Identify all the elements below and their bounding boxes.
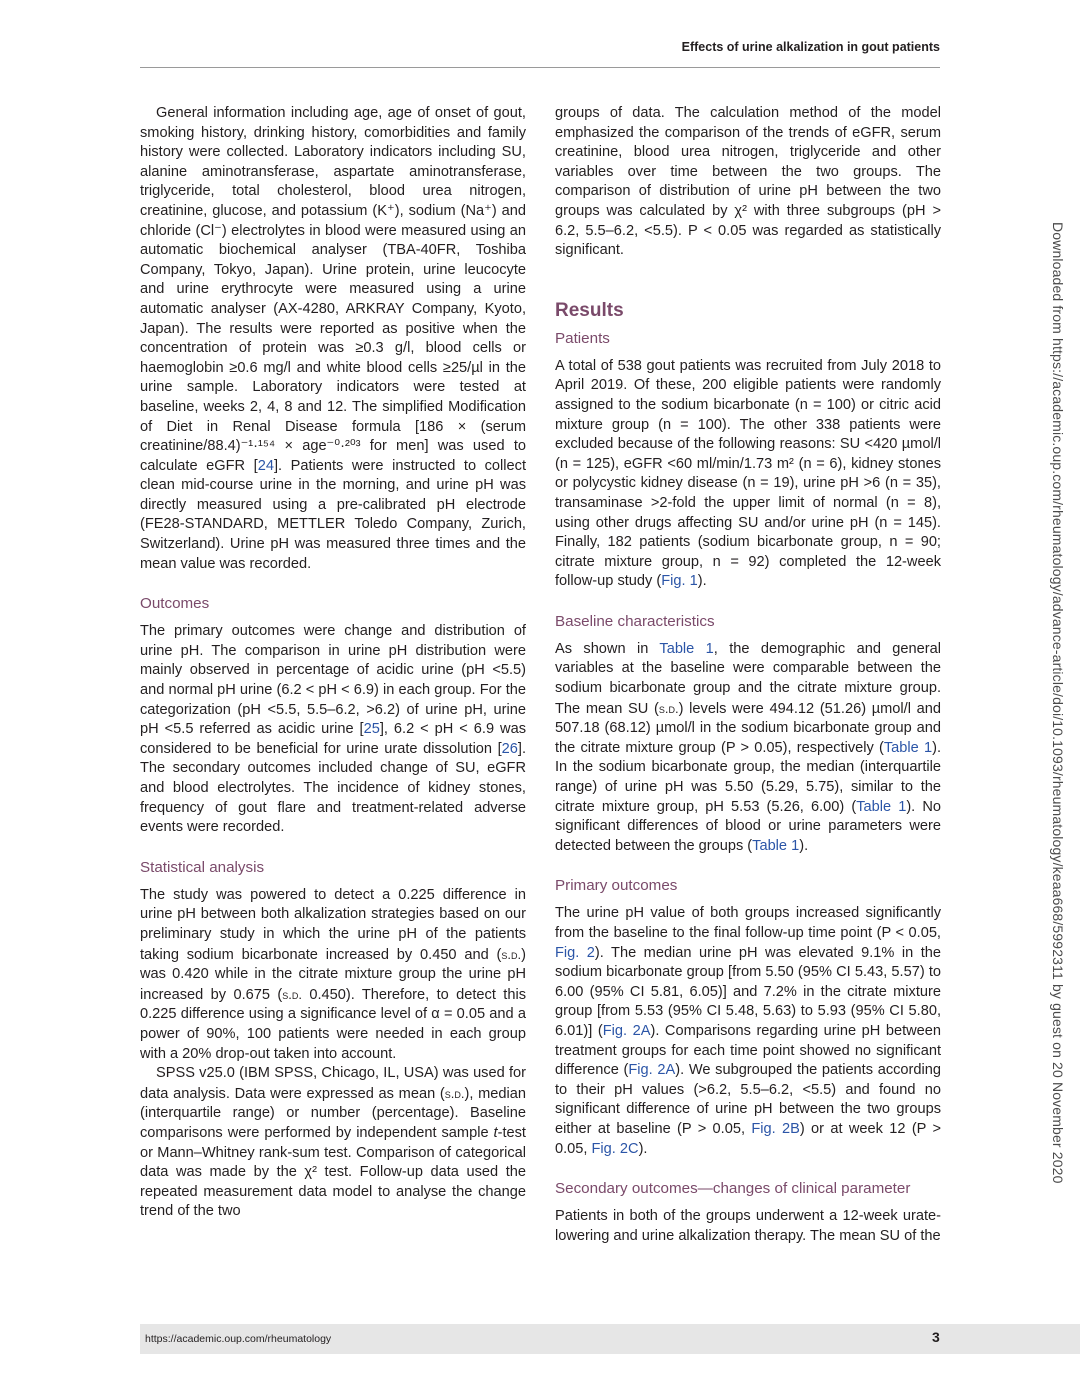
reference-link-26[interactable]: 26 bbox=[501, 740, 518, 757]
text-run: ) was 0.420 while in the citrate mixture group the urine pH increased by 0.675 ( bbox=[140, 946, 526, 1003]
text-run: ) levels were 494.12 (51.26) µmol/l and 507.18 (68.12) µmol/l in the sodium bicarbonate group and the citrate mixture group (P > 0.05), respectively ( bbox=[555, 700, 942, 756]
primary-outcomes-heading: Primary outcomes bbox=[555, 877, 678, 895]
text-run: ). We subgrouped the patients according to their pH values (>6.2, 5.5–6.2, <5.5) and found no significant difference of urine pH between the two groups either at baseline (P > 0.05, bbox=[555, 1062, 941, 1137]
text-run: The study was powered to detect a 0.225 difference in urine pH between both alkalization strategies based on our preliminary study in which the urine pH of the patients taking sodium bicarbonate increased by 0.450 and ( bbox=[140, 886, 526, 963]
table-link-table1[interactable]: Table 1 bbox=[752, 837, 800, 854]
figure-link-fig2a[interactable]: Fig. 2A bbox=[602, 1022, 651, 1039]
paragraph-outcomes bbox=[140, 622, 526, 838]
sd-abbrev: s.d. bbox=[658, 700, 679, 716]
text-run: ). bbox=[638, 1140, 648, 1157]
text-run: ]. Patients were instructed to collect clean mid-course urine in the morning, and urine pH was directly measured using a pre-calibrated pH electrode (FE28-STANDARD, METTLER Toledo Company, Zurich, Switzerland). Urine pH was measured three times and the mean value was recorded. bbox=[140, 457, 527, 572]
figure-link-fig2c[interactable]: Fig. 2C bbox=[591, 1140, 639, 1157]
sd-abbrev: s.d. bbox=[501, 946, 522, 962]
text-run: The urine pH value of both groups increased significantly from the baseline to the final follow-up time point (P < 0.05, bbox=[555, 905, 941, 941]
right-column bbox=[555, 104, 941, 1246]
download-watermark: Downloaded from https://academic.oup.com/rheumatology/advance-article/doi/10.1093/rheumatology/keaa668/5992311 by guest on 20 November 2020 bbox=[1050, 222, 1066, 1184]
outcomes-heading: Outcomes bbox=[140, 595, 210, 613]
italic-t: t bbox=[493, 1124, 498, 1141]
text-run: ). bbox=[799, 837, 809, 854]
text-run: , the demographic and general variables at the baseline were comparable between the sodium bicarbonate group and the citrate mixture group. The mean SU ( bbox=[555, 640, 941, 717]
text-run: ). The median urine pH was elevated 9.1% in the sodium bicarbonate group [from 5.50 (95% CI 5.43, 5.57) to 6.00 (95% CI 5.81, 6.05)] and 7.2% in the citrate mixture group [from 5.53 (95% CI 5.48, 5.63) to 5.93 (95% CI 5.80, 6.01)] ( bbox=[555, 944, 941, 1039]
paragraph-general-information bbox=[140, 104, 526, 574]
figure-link-fig2a[interactable]: Fig. 2A bbox=[628, 1062, 676, 1079]
secondary-outcomes-heading: Secondary outcomes—changes of clinical parameter bbox=[555, 1180, 911, 1198]
running-title: Effects of urine alkalization in gout patients bbox=[681, 40, 940, 54]
text-run: ) or at week 12 (P > 0.05, bbox=[555, 1120, 941, 1157]
paragraph-statistical-methods bbox=[140, 1064, 526, 1222]
text-run: ), median (interquartile range) or number (percentage). Baseline comparisons were performed by independent sample bbox=[140, 1085, 526, 1141]
table-link-table1[interactable]: Table 1 bbox=[856, 798, 907, 815]
statistical-analysis-heading: Statistical analysis bbox=[140, 858, 265, 876]
figure-link-fig1[interactable]: Fig. 1 bbox=[661, 573, 698, 590]
text-run: As shown in bbox=[555, 640, 660, 657]
text-run: ). In the sodium bicarbonate group, the median (interquartile range) of urine pH was 5.50 (5.29, 5.75), similar to the citrate mixture group, pH 5.53 (5.26, 6.00) ( bbox=[555, 739, 941, 815]
text-run: ). No significant differences of blood or urine parameters were detected between the groups ( bbox=[555, 798, 941, 854]
text-run: SPSS v25.0 (IBM SPSS, Chicago, IL, USA) was used for data analysis. Data were expressed as mean ( bbox=[140, 1065, 526, 1102]
paragraph-statistical-power bbox=[140, 886, 526, 1064]
reference-link-25[interactable]: 25 bbox=[363, 721, 380, 738]
sd-abbrev: s.d. bbox=[444, 1085, 465, 1101]
text-run: General information including age, age of onset of gout, smoking history, drinking history, comorbidities and family history were collected. Laboratory indicators including SU, alanine aminotransferase, aspartate aminotransferase, triglyceride, total cholesterol, blood urea nitrogen, creatinine, glucose, and potassium (K⁺), sodium (Na⁺) and chloride (Cl⁻) electrolytes in blood were measured using an automatic biochemical analyser (TBA-40FR, Toshiba Company, Tokyo, Japan). Urine protein, urine leucocyte and urine erythrocyte were measured using a urine automatic analyser (AX-4280, ARKRAY Company, Kyoto, Japan). The results were reported as positive when the concentration of protein was ≥0.3 g/l, blood cells or haemoglobin ≥0.6 mg/l and white blood cells ≥25/µl in the urine sample. Laboratory indicators were tested at baseline, weeks 2, 4, 8 and 12. The simplified Modification of Diet in Renal Disease formula [186 × (serum creatinine/88.4)⁻¹·¹⁵⁴ × age⁻⁰·²⁰³ for men] was used to calculate eGFR [ bbox=[140, 105, 526, 474]
page-number: 3 bbox=[932, 1329, 940, 1345]
text-run: -test or Mann–Whitney rank-sum test. Comparison of categorical data was made by the χ² test. Follow-up data used the repeated measurement data model to analyse the change trend of the two bbox=[140, 1124, 526, 1220]
figure-link-fig2[interactable]: Fig. 2 bbox=[555, 944, 595, 961]
baseline-characteristics-heading: Baseline characteristics bbox=[555, 612, 715, 630]
results-heading: Results bbox=[555, 299, 624, 321]
paragraph-continued: groups of data. The calculation method of the model emphasized the comparison of the trends of eGFR, serum creatinine, blood urea nitrogen, triglyceride and other variables over time between the two groups. The comparison of distribution of urine pH between the two groups was calculated by χ² with three subgroups (pH > 6.2, 5.5–6.2, <5.5). P < 0.05 was regarded as statistically significant. bbox=[555, 105, 941, 259]
figure-link-fig2b[interactable]: Fig. 2B bbox=[751, 1120, 800, 1137]
text-run: ]. The secondary outcomes included change of SU, eGFR and blood electrolytes. The incidence of kidney stones, frequency of gout flare and treatment-related adverse events were recorded. bbox=[140, 740, 526, 836]
text-run: 0.450). Therefore, to detect this 0.225 difference using a significance level of α = 0.05 and a power of 90%, 100 patients were needed in each group with a 20% drop-out taken into account. bbox=[140, 986, 526, 1062]
header-rule bbox=[140, 67, 940, 68]
left-column bbox=[140, 104, 526, 1222]
reference-link-24[interactable]: 24 bbox=[257, 457, 274, 474]
footer-journal-url[interactable]: https://academic.oup.com/rheumatology bbox=[145, 1333, 332, 1345]
patients-heading: Patients bbox=[555, 329, 610, 347]
sd-abbrev: s.d. bbox=[282, 986, 302, 1002]
paragraph-secondary-outcomes: Patients in both of the groups underwent a 12-week urate-lowering and urine alkalization therapy. The mean SU of the bbox=[555, 1208, 941, 1244]
text-run: A total of 538 gout patients was recruited from July 2018 to April 2019. Of these, 200 eligible patients were randomly assigned to the sodium bicarbonate (n = 100) or citric acid mixture group (n = 100). The other 338 patients were excluded because of the following reasons: SU <420 µmol/l (n = 125), eGFR <60 ml/min/1.73 m² (n = 6), kidney stones or polycystic kidney disease (n = 19), urine pH >6 (n = 35), transaminase >2-fold the upper limit of normal (n = 8), using other drugs affecting SU and/or urine pH (n = 145). Finally, 182 patients (sodium bicarbonate group, n = 90; citrate mixture group, n = 92) completed the 12-week follow-up study ( bbox=[555, 357, 941, 590]
table-link-table1[interactable]: Table 1 bbox=[883, 739, 933, 756]
paragraph-baseline bbox=[555, 640, 941, 857]
table-link-table1[interactable]: Table 1 bbox=[659, 640, 714, 657]
paragraph-patients bbox=[555, 357, 941, 592]
text-run: ). bbox=[697, 573, 707, 590]
text-run: ], 6.2 < pH < 6.9 was considered to be beneficial for urine urate dissolution [ bbox=[140, 721, 526, 757]
text-run: ). Comparisons regarding urine pH between treatment groups for each time point showed no significant difference ( bbox=[555, 1022, 942, 1079]
text-run: The primary outcomes were change and distribution of urine pH. The comparison in urine pH distribution were mainly observed in percentage of acidic urine (pH <5.5) and normal pH urine (6.2 < pH < 6.9) in each group. For the categorization (pH <5.5, 5.5–6.2, >6.2) of urine pH, urine pH <5.5 referred as acidic urine [ bbox=[140, 623, 526, 738]
paragraph-primary-outcomes bbox=[555, 904, 941, 1159]
